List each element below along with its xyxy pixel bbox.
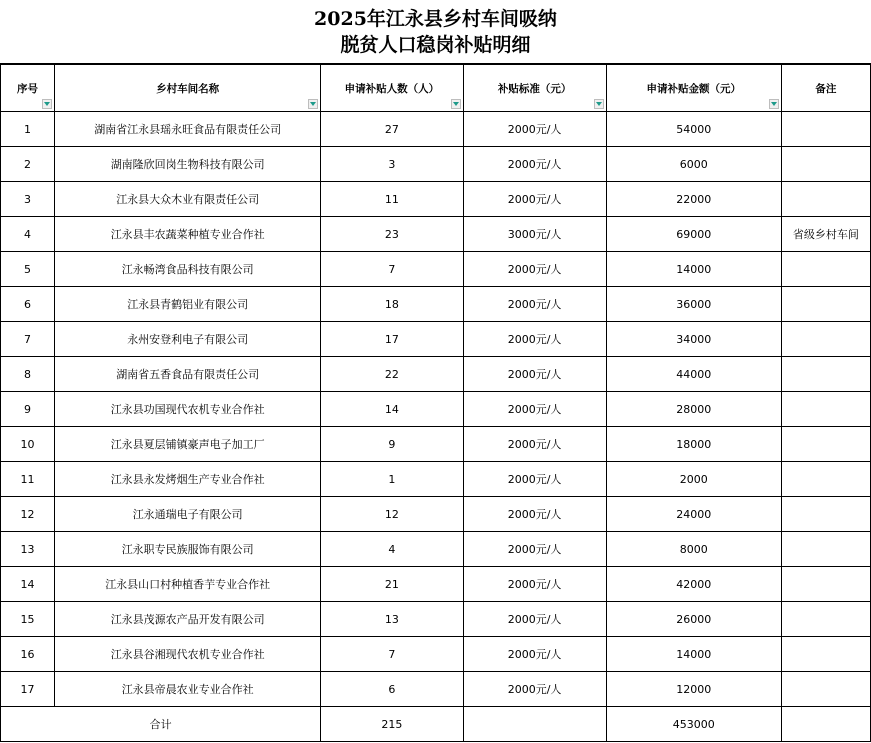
cell-standard[interactable]: 2000元/人: [463, 182, 606, 217]
cell-amount[interactable]: 24000: [606, 497, 781, 532]
filter-dropdown-icon[interactable]: [769, 99, 779, 109]
total-row: [1, 707, 871, 742]
cell-standard[interactable]: 2000元/人: [463, 427, 606, 462]
cell-workshop-name[interactable]: 江永县永发烤烟生产专业合作社: [55, 462, 321, 497]
table-row: [1, 287, 871, 322]
cell-workshop-name[interactable]: 江永县大众木业有限责任公司: [55, 182, 321, 217]
total-label[interactable]: 合计: [1, 707, 321, 742]
cell-index[interactable]: 1: [1, 112, 55, 147]
cell-amount[interactable]: 14000: [606, 637, 781, 672]
cell-workshop-name[interactable]: 湖南省江永县瑶永旺食品有限责任公司: [55, 112, 321, 147]
cell-amount[interactable]: 12000: [606, 672, 781, 707]
cell-remark[interactable]: [781, 497, 870, 532]
table-row: [1, 392, 871, 427]
cell-workshop-name[interactable]: 江永县夏层铺镇豪声电子加工厂: [55, 427, 321, 462]
table-row: [1, 602, 871, 637]
cell-remark[interactable]: [781, 287, 870, 322]
header-cell-index: [1, 65, 55, 112]
cell-remark[interactable]: [781, 602, 870, 637]
cell-workshop-name[interactable]: 江永县山口村种植香芋专业合作社: [55, 567, 321, 602]
cell-standard[interactable]: 2000元/人: [463, 532, 606, 567]
cell-index[interactable]: 7: [1, 322, 55, 357]
table-row: [1, 567, 871, 602]
cell-amount[interactable]: 34000: [606, 322, 781, 357]
cell-amount[interactable]: 18000: [606, 427, 781, 462]
cell-standard[interactable]: 2000元/人: [463, 252, 606, 287]
cell-amount[interactable]: 22000: [606, 182, 781, 217]
cell-remark[interactable]: [781, 672, 870, 707]
cell-standard[interactable]: 2000元/人: [463, 322, 606, 357]
subsidy-table: [0, 64, 871, 742]
filter-dropdown-icon[interactable]: [451, 99, 461, 109]
cell-workshop-name[interactable]: 江永通瑞电子有限公司: [55, 497, 321, 532]
cell-count[interactable]: 22: [321, 357, 463, 392]
header-label: 补贴标准（元）: [497, 82, 572, 95]
cell-standard[interactable]: 2000元/人: [463, 637, 606, 672]
cell-index[interactable]: 16: [1, 637, 55, 672]
cell-amount[interactable]: 42000: [606, 567, 781, 602]
cell-count[interactable]: 13: [321, 602, 463, 637]
cell-count[interactable]: 4: [321, 532, 463, 567]
header-label: 序号: [17, 82, 39, 95]
cell-index[interactable]: 17: [1, 672, 55, 707]
cell-workshop-name[interactable]: 江永县功国现代农机专业合作社: [55, 392, 321, 427]
cell-index[interactable]: 10: [1, 427, 55, 462]
cell-amount[interactable]: 6000: [606, 147, 781, 182]
cell-index[interactable]: 5: [1, 252, 55, 287]
cell-count[interactable]: 1: [321, 462, 463, 497]
cell-workshop-name[interactable]: 江永县青鹤铝业有限公司: [55, 287, 321, 322]
table-row: [1, 427, 871, 462]
cell-count[interactable]: 14: [321, 392, 463, 427]
cell-amount[interactable]: 28000: [606, 392, 781, 427]
table-row: [1, 462, 871, 497]
cell-index[interactable]: 13: [1, 532, 55, 567]
cell-index[interactable]: 9: [1, 392, 55, 427]
table-row: [1, 637, 871, 672]
table-row: [1, 217, 871, 252]
header-cell-amount: [606, 65, 781, 112]
table-row: [1, 497, 871, 532]
cell-count[interactable]: 11: [321, 182, 463, 217]
cell-index[interactable]: 2: [1, 147, 55, 182]
filter-dropdown-icon[interactable]: [308, 99, 318, 109]
cell-amount[interactable]: 36000: [606, 287, 781, 322]
cell-amount[interactable]: 26000: [606, 602, 781, 637]
cell-count[interactable]: 3: [321, 147, 463, 182]
cell-amount[interactable]: 44000: [606, 357, 781, 392]
cell-amount[interactable]: 8000: [606, 532, 781, 567]
cell-amount[interactable]: 14000: [606, 252, 781, 287]
cell-count[interactable]: 12: [321, 497, 463, 532]
cell-workshop-name[interactable]: 江永职专民族服饰有限公司: [55, 532, 321, 567]
cell-remark[interactable]: [781, 462, 870, 497]
cell-count[interactable]: 21: [321, 567, 463, 602]
cell-workshop-name[interactable]: 江永县谷湘现代农机专业合作社: [55, 637, 321, 672]
table-row: [1, 532, 871, 567]
cell-remark[interactable]: [781, 182, 870, 217]
cell-remark[interactable]: [781, 357, 870, 392]
cell-remark[interactable]: [781, 567, 870, 602]
cell-amount[interactable]: 54000: [606, 112, 781, 147]
header-cell-remark: [781, 65, 870, 112]
cell-standard[interactable]: 2000元/人: [463, 462, 606, 497]
cell-count[interactable]: 18: [321, 287, 463, 322]
cell-amount[interactable]: 69000: [606, 217, 781, 252]
table-row: [1, 252, 871, 287]
document-title: [0, 0, 871, 64]
cell-index[interactable]: 15: [1, 602, 55, 637]
table-row: [1, 182, 871, 217]
cell-amount[interactable]: 2000: [606, 462, 781, 497]
cell-standard[interactable]: 2000元/人: [463, 287, 606, 322]
cell-count[interactable]: 7: [321, 637, 463, 672]
total-count[interactable]: 215: [321, 707, 463, 742]
header-cell-standard: [463, 65, 606, 112]
cell-count[interactable]: 6: [321, 672, 463, 707]
cell-index[interactable]: 14: [1, 567, 55, 602]
cell-index[interactable]: 4: [1, 217, 55, 252]
cell-workshop-name[interactable]: 永州安登利电子有限公司: [55, 322, 321, 357]
cell-standard[interactable]: 2000元/人: [463, 147, 606, 182]
cell-index[interactable]: 8: [1, 357, 55, 392]
cell-remark[interactable]: [781, 392, 870, 427]
cell-remark[interactable]: [781, 252, 870, 287]
cell-index[interactable]: 6: [1, 287, 55, 322]
table-row: [1, 672, 871, 707]
cell-workshop-name[interactable]: 江永畅湾食品科技有限公司: [55, 252, 321, 287]
header-row: [1, 65, 871, 112]
cell-workshop-name[interactable]: 江永县帝晨农业专业合作社: [55, 672, 321, 707]
cell-count[interactable]: 7: [321, 252, 463, 287]
filter-dropdown-icon[interactable]: [594, 99, 604, 109]
cell-remark[interactable]: [781, 532, 870, 567]
cell-standard[interactable]: 2000元/人: [463, 357, 606, 392]
cell-index[interactable]: 3: [1, 182, 55, 217]
cell-remark[interactable]: [781, 322, 870, 357]
cell-remark[interactable]: [781, 147, 870, 182]
cell-index[interactable]: 11: [1, 462, 55, 497]
table-row: [1, 322, 871, 357]
title-line-1: 2025年江永县乡村车间吸纳: [314, 7, 557, 30]
cell-remark[interactable]: [781, 112, 870, 147]
cell-remark[interactable]: [781, 637, 870, 672]
cell-count[interactable]: 27: [321, 112, 463, 147]
header-label: 乡村车间名称: [156, 82, 220, 95]
cell-count[interactable]: 17: [321, 322, 463, 357]
cell-remark[interactable]: [781, 427, 870, 462]
header-cell-count: [321, 65, 463, 112]
header-label: 申请补贴金额（元）: [646, 82, 741, 95]
header-label: 申请补贴人数（人）: [344, 82, 440, 95]
filter-dropdown-icon[interactable]: [42, 99, 52, 109]
cell-count[interactable]: 9: [321, 427, 463, 462]
cell-standard[interactable]: 2000元/人: [463, 497, 606, 532]
table-row: [1, 112, 871, 147]
cell-standard[interactable]: 2000元/人: [463, 602, 606, 637]
cell-workshop-name[interactable]: 湖南隆欣回岗生物科技有限公司: [55, 147, 321, 182]
cell-workshop-name[interactable]: 江永县丰农蔬菜种植专业合作社: [55, 217, 321, 252]
cell-remark[interactable]: 省级乡村车间: [781, 217, 870, 252]
cell-standard[interactable]: 2000元/人: [463, 567, 606, 602]
cell-workshop-name[interactable]: 湖南省五香食品有限责任公司: [55, 357, 321, 392]
cell-standard[interactable]: 2000元/人: [463, 672, 606, 707]
total-amount[interactable]: 453000: [606, 707, 781, 742]
cell-standard[interactable]: 3000元/人: [463, 217, 606, 252]
total-standard[interactable]: [463, 707, 606, 742]
table-body: [1, 112, 871, 742]
cell-count[interactable]: 23: [321, 217, 463, 252]
total-remark[interactable]: [781, 707, 870, 742]
cell-standard[interactable]: 2000元/人: [463, 392, 606, 427]
cell-standard[interactable]: 2000元/人: [463, 112, 606, 147]
cell-workshop-name[interactable]: 江永县茂源农产品开发有限公司: [55, 602, 321, 637]
title-line-2: 脱贫人口稳岗补贴明细: [340, 33, 531, 56]
table-row: [1, 357, 871, 392]
cell-index[interactable]: 12: [1, 497, 55, 532]
header-cell-name: [55, 65, 321, 112]
table-row: [1, 147, 871, 182]
header-label: 备注: [815, 82, 837, 95]
